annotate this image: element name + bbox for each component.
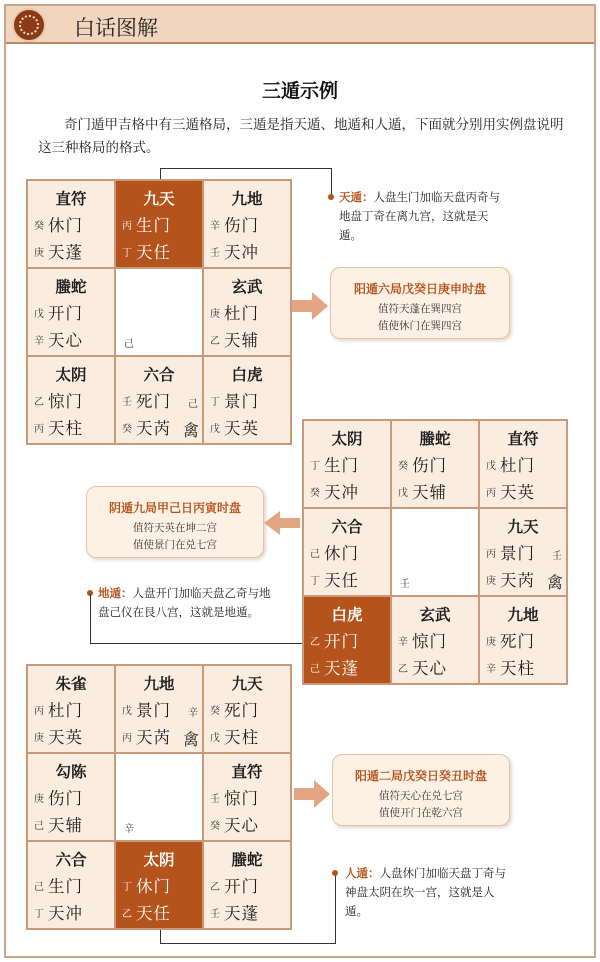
palace-cell: [27, 180, 115, 268]
god-label: 直符: [55, 190, 87, 208]
god-label: 太阴: [143, 851, 175, 869]
stem-upper: 丁: [310, 460, 320, 472]
god-label: 太阴: [55, 366, 87, 384]
god-label: 六合: [143, 366, 175, 384]
stem-upper: 乙: [34, 396, 44, 408]
extra-stem: 己: [188, 399, 198, 410]
palace-cell: [203, 268, 291, 356]
star-label: 天英: [500, 483, 535, 502]
chart-1-box-line2: 值使休门在巽四宫: [378, 320, 462, 332]
extra-stem: 壬: [552, 551, 562, 562]
extra-star: 禽: [546, 573, 563, 592]
tian-dun-callout: [339, 188, 511, 245]
stem-lower: 丙: [122, 732, 132, 744]
ren-dun-label: 人遁：: [345, 866, 380, 880]
stem-upper: 庚: [34, 793, 44, 805]
chart-1-box-line1: 值符天蓬在巽四宫: [378, 303, 462, 315]
star-label: 天辅: [48, 816, 83, 835]
god-label: 太阴: [331, 430, 363, 448]
door-label: 伤门: [224, 216, 259, 235]
god-label: 玄武: [231, 278, 263, 296]
door-label: 景门: [136, 701, 171, 720]
stem-lower: 丁: [34, 908, 44, 920]
chart-2-info-box: [86, 486, 264, 558]
star-label: 天任: [136, 243, 171, 262]
god-label: 九地: [143, 675, 175, 693]
arrow-right-icon: [292, 292, 330, 320]
callout-dot: [328, 194, 334, 200]
palace-cell: [27, 753, 115, 841]
extra-stem: 辛: [188, 708, 198, 719]
stem-lower: 丁: [310, 575, 320, 587]
stem-lower: 戊: [210, 423, 220, 435]
palace-cell: [115, 665, 203, 753]
stem-lower: 乙: [122, 908, 132, 920]
door-label: 惊门: [412, 632, 447, 651]
god-label: 勾陈: [55, 763, 87, 781]
tian-dun-label: 天遁：: [339, 190, 374, 204]
chart-2-box-line1: 值符天英在坤二宫: [133, 522, 217, 534]
star-label: 天任: [324, 571, 359, 590]
header-bar: [6, 6, 594, 44]
door-label: 景门: [500, 544, 535, 563]
palace-cell: [203, 841, 291, 929]
di-dun-callout: [98, 584, 280, 622]
palace-cell: [303, 420, 391, 508]
center-stem: 辛: [124, 824, 134, 835]
connector-line: [90, 594, 91, 644]
star-label: 天英: [48, 728, 83, 747]
palace-cell: [115, 356, 203, 444]
god-label: 九天: [143, 190, 175, 208]
palace-cell: [203, 356, 291, 444]
star-label: 天柱: [48, 419, 83, 438]
palace-cell: [479, 596, 567, 684]
god-label: 白虎: [331, 606, 363, 624]
door-label: 杜门: [500, 456, 535, 475]
di-dun-label: 地遁：: [98, 586, 133, 600]
door-label: 杜门: [224, 304, 259, 323]
chart-3-box-line2: 值使开门在乾六宫: [379, 807, 463, 819]
palace-cell: [391, 596, 479, 684]
star-label: 天蓬: [224, 904, 259, 923]
stem-upper: 丙: [486, 548, 496, 560]
door-label: 生门: [48, 877, 83, 896]
star-label: 天英: [224, 419, 259, 438]
tian-dun-text: 人盘生门加临天盘丙奇与地盘丁奇在离九宫，这就是天遁。: [339, 190, 500, 242]
star-label: 天柱: [224, 728, 259, 747]
stem-upper: 壬: [210, 793, 220, 805]
god-label: 直符: [507, 430, 539, 448]
ren-dun-callout: [345, 864, 517, 921]
stem-upper: 戊: [122, 705, 132, 717]
star-label: 天芮: [500, 571, 535, 590]
palace-cell: [303, 508, 391, 596]
door-label: 惊门: [48, 392, 83, 411]
palace-cell: [115, 841, 203, 929]
stem-lower: 戊: [398, 487, 408, 499]
palace-cell: [479, 420, 567, 508]
door-label: 开门: [324, 632, 359, 651]
god-label: 螣蛇: [55, 278, 87, 296]
stem-upper: 丙: [122, 220, 132, 232]
stem-lower: 壬: [210, 247, 220, 259]
chart-1-grid: [26, 179, 292, 445]
god-label: 九天: [507, 518, 539, 536]
star-label: 天蓬: [48, 243, 83, 262]
stem-lower: 癸: [210, 820, 220, 832]
god-label: 螣蛇: [419, 430, 451, 448]
palace-cell: [203, 753, 291, 841]
chart-3-info-box: [332, 754, 510, 826]
stem-lower: 辛: [486, 663, 496, 675]
chart-3-grid: [26, 664, 292, 930]
god-label: 六合: [55, 851, 87, 869]
connector-line: [331, 168, 332, 195]
palace-cell: [391, 420, 479, 508]
god-label: 朱雀: [55, 675, 87, 693]
center-stem: 壬: [400, 579, 410, 590]
door-label: 开门: [224, 877, 259, 896]
star-label: 天冲: [224, 243, 259, 262]
door-label: 景门: [224, 392, 259, 411]
stem-lower: 辛: [34, 335, 44, 347]
page-title: 三遁示例: [261, 80, 338, 102]
door-label: 伤门: [412, 456, 447, 475]
stem-upper: 庚: [210, 308, 220, 320]
star-label: 天芮: [136, 419, 171, 438]
god-label: 六合: [331, 518, 363, 536]
door-label: 休门: [324, 544, 359, 563]
god-label: 直符: [231, 763, 263, 781]
door-label: 伤门: [48, 789, 83, 808]
door-label: 死门: [500, 632, 535, 651]
stem-lower: 乙: [210, 335, 220, 347]
ren-dun-text: 人盘休门加临天盘丁奇与神盘太阴在坎一宫，这就是人遁。: [345, 866, 506, 918]
chart-2-box-title: 阴遁九局甲己日丙寅时盘: [108, 501, 241, 515]
chart-2-grid: [302, 419, 568, 685]
stem-lower: 庚: [486, 575, 496, 587]
callout-dot: [332, 870, 338, 876]
arrow-right-icon: [294, 780, 332, 808]
chart-3-box-line1: 值符天心在兑七宫: [379, 790, 463, 802]
chart-2-box-line2: 值使景门在兑七宫: [133, 539, 217, 551]
di-dun-text: 人盘开门加临天盘乙奇与地盘己仪在艮八宫，这就是地遁。: [98, 586, 271, 619]
palace-cell: [27, 665, 115, 753]
star-label: 天任: [136, 904, 171, 923]
stem-upper: 乙: [310, 636, 320, 648]
star-label: 天辅: [412, 483, 447, 502]
door-label: 生门: [324, 456, 359, 475]
stem-lower: 庚: [34, 247, 44, 259]
palace-cell: [115, 268, 203, 356]
stem-lower: 庚: [34, 732, 44, 744]
stem-upper: 丁: [122, 881, 132, 893]
star-label: 天蓬: [324, 659, 359, 678]
stem-upper: 丁: [210, 396, 220, 408]
star-label: 天心: [224, 816, 259, 835]
palace-cell: [391, 508, 479, 596]
star-label: 天辅: [224, 331, 259, 350]
star-label: 天心: [48, 331, 83, 350]
stem-upper: 癸: [398, 460, 408, 472]
stem-lower: 丙: [34, 423, 44, 435]
door-label: 死门: [224, 701, 259, 720]
door-label: 杜门: [48, 701, 83, 720]
connector-line: [160, 168, 332, 169]
stem-upper: 己: [310, 548, 320, 560]
center-stem: 己: [124, 339, 134, 350]
palace-cell: [203, 180, 291, 268]
star-label: 天芮: [136, 728, 171, 747]
stem-upper: 辛: [398, 636, 408, 648]
stem-lower: 己: [310, 663, 320, 675]
palace-cell: [115, 180, 203, 268]
palace-cell: [27, 356, 115, 444]
door-label: 休门: [48, 216, 83, 235]
stem-upper: 乙: [210, 881, 220, 893]
stem-lower: 乙: [398, 663, 408, 675]
stem-upper: 壬: [122, 396, 132, 408]
god-label: 九地: [507, 606, 539, 624]
extra-star: 禽: [182, 730, 199, 749]
door-label: 死门: [136, 392, 171, 411]
connector-line: [160, 168, 161, 179]
door-label: 开门: [48, 304, 83, 323]
stem-lower: 壬: [210, 908, 220, 920]
connector-line: [335, 872, 336, 944]
god-label: 玄武: [419, 606, 451, 624]
connector-line: [160, 943, 336, 944]
extra-star: 禽: [182, 421, 199, 440]
stem-lower: 戊: [210, 732, 220, 744]
stem-lower: 丁: [122, 247, 132, 259]
chart-1-box-title: 阳遁六局戊癸日庚申时盘: [353, 282, 486, 296]
stem-upper: 己: [34, 881, 44, 893]
door-label: 惊门: [224, 789, 259, 808]
header-title: 白话图解: [74, 16, 158, 40]
god-label: 九天: [231, 675, 263, 693]
stem-upper: 丙: [34, 705, 44, 717]
connector-line: [90, 643, 302, 644]
star-label: 天心: [412, 659, 447, 678]
stem-lower: 己: [34, 820, 44, 832]
palace-cell: [27, 841, 115, 929]
chart-3-box-title: 阳遁二局戊癸日癸丑时盘: [354, 769, 487, 783]
stem-upper: 辛: [210, 220, 220, 232]
palace-cell: [479, 508, 567, 596]
bagua-logo-icon: [12, 8, 46, 42]
door-label: 生门: [136, 216, 171, 235]
palace-cell: [303, 596, 391, 684]
stem-upper: 戊: [486, 460, 496, 472]
door-label: 休门: [136, 877, 171, 896]
star-label: 天柱: [500, 659, 535, 678]
stem-lower: 丙: [486, 487, 496, 499]
stem-lower: 癸: [310, 487, 320, 499]
stem-upper: 癸: [34, 220, 44, 232]
stem-upper: 庚: [486, 636, 496, 648]
palace-cell: [115, 753, 203, 841]
chart-1-info-box: [330, 267, 510, 339]
palace-cell: [203, 665, 291, 753]
palace-cell: [27, 268, 115, 356]
god-label: 九地: [231, 190, 263, 208]
stem-lower: 癸: [122, 423, 132, 435]
stem-upper: 癸: [210, 705, 220, 717]
stem-upper: 戊: [34, 308, 44, 320]
star-label: 天冲: [48, 904, 83, 923]
god-label: 螣蛇: [231, 851, 263, 869]
connector-line: [160, 930, 161, 944]
intro-paragraph: 奇门遁甲吉格中有三遁格局，三遁是指天遁、地遁和人遁，下面就分别用实例盘说明这三种格局的格式。: [38, 117, 564, 156]
god-label: 白虎: [231, 366, 263, 384]
arrow-left-icon: [264, 511, 300, 535]
star-label: 天冲: [324, 483, 359, 502]
